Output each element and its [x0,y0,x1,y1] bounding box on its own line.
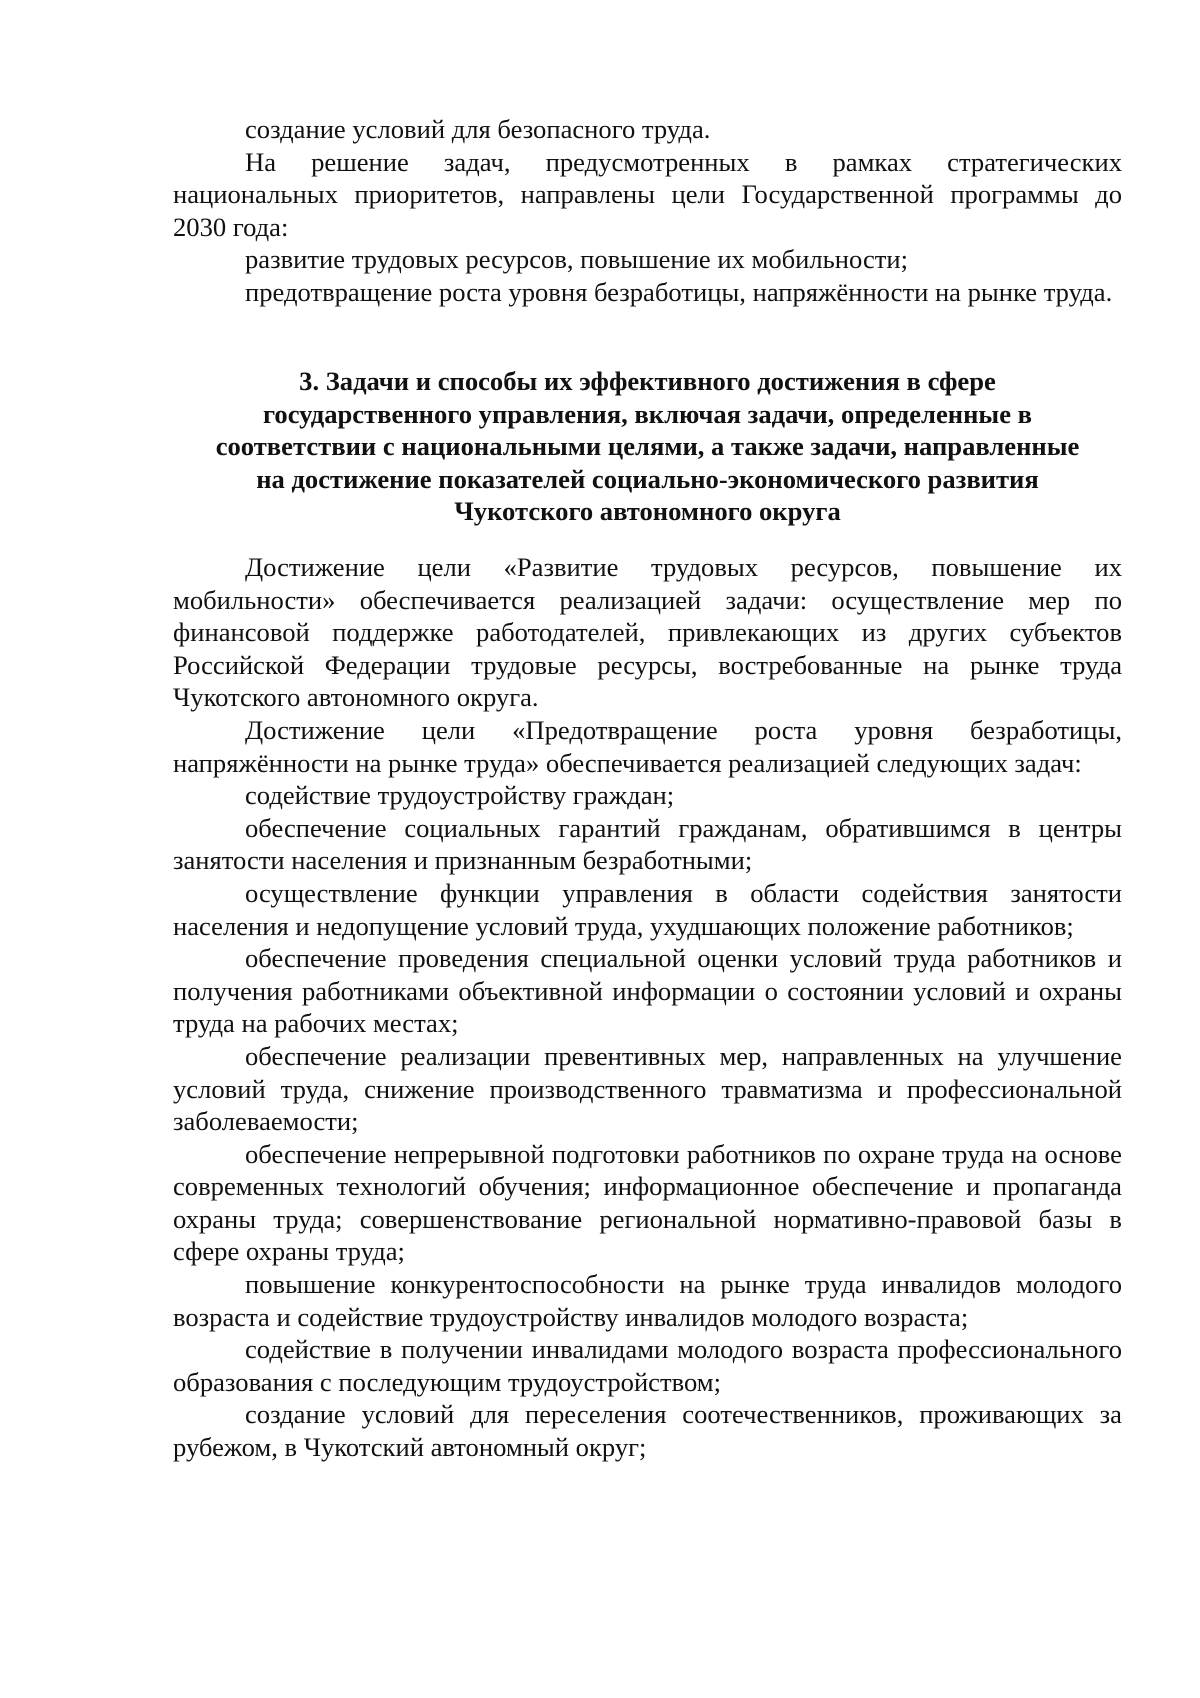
section-heading-line: на достижение показателей социально-экономического развития [256,463,1039,494]
list-item: осуществление функции управления в области содействия занятости населения и недопущение условий труда, ухудшающих положение работников; [173,877,1122,941]
list-item: содействие в получении инвалидами молодого возраста профессионального образования с последующим трудоустройством; [173,1334,1122,1397]
paragraph: развитие трудовых ресурсов, повышение их мобильности; [245,244,909,275]
list-item: обеспечение реализации превентивных мер, направленных на улучшение условий труда, снижение производственного травматизма и профессиональной заболеваемости; [173,1040,1122,1137]
intro-text [173,113,1122,309]
paragraph: создание условий для безопасного труда. [245,114,711,144]
list-item: обеспечение социальных гарантий гражданам, обратившимся в центры занятости населения и признанным безработными; [173,812,1122,876]
list-item: обеспечение непрерывной подготовки работников по охране труда на основе современных технологий обучения; информационное обеспечение и пропаганда охраны труда; совершенствование региональной нормативно-правовой базы в сфере охраны труда; [173,1138,1122,1267]
body-text [173,551,1122,1464]
list-item: обеспечение проведения специальной оценки условий труда работников и получения работниками объективной информации о состоянии условий и охраны труда на рабочих местах; [173,943,1122,1039]
paragraph: предотвращение роста уровня безработицы, напряжённости на рынке труда. [245,276,1113,307]
list-item: повышение конкурентоспособности на рынке труда инвалидов молодого возраста и содействие трудоустройству инвалидов молодого возраста; [173,1269,1122,1332]
paragraph: На решение задач, предусмотренных в рамках стратегических национальных приоритетов, направлены цели Государственной программы до 2030 года: [173,146,1122,242]
paragraph: Достижение цели «Развитие трудовых ресурсов, повышение их мобильности» обеспечивается реализацией задачи: осуществление мер по финансовой поддержке работодателей, привлекающих из других субъектов Российской Федерации трудовые ресурсы, востребованные на рынке труда Чукотского автономного округа. [173,552,1122,713]
section-heading-line: 3. Задачи и способы их эффективного достижения в сфере [299,366,996,396]
section-heading-line: Чукотского автономного округа [454,496,841,526]
section-heading-line: соответствии с национальными целями, а также задачи, направленные [215,431,1080,461]
list-item: содействие трудоустройству граждан; [245,780,675,811]
paragraph: Достижение цели «Предотвращение роста уровня безработицы, напряжённости на рынке труда» обеспечивается реализацией следующих задач: [173,714,1122,778]
section-heading-line: государственного управления, включая задачи, определенные в [262,398,1033,429]
section-heading [173,365,1122,528]
list-item: создание условий для переселения соотечественников, проживающих за рубежом, в Чукотский автономный округ; [173,1399,1122,1463]
